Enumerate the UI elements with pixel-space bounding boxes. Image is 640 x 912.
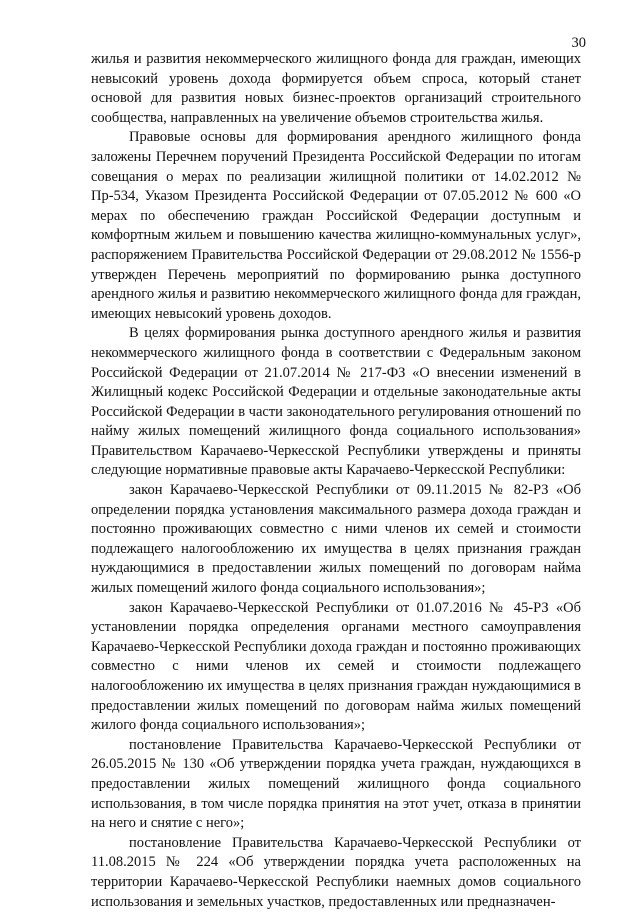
paragraph-continuation: жилья и развития некоммерческого жилищного фонда для граждан, имеющих невысокий уровень дохода формируется объем спроса, который станет основой для развития новых бизнес-проектов организаций строительного сообщества, направленных на увеличение объемов строительства жилья. bbox=[91, 51, 581, 126]
page-number: 30 bbox=[571, 35, 586, 51]
list-item-resolution-224: постановление Правительства Карачаево-Черкесской Республики от 11.08.2015 № 224 «Об утверждении порядка учета расположенных на территории Карачаево-Черкесской Республики наемных домов социального использования и земельных участков, предоставленных или предназначен- bbox=[91, 834, 581, 910]
document-body bbox=[91, 50, 581, 912]
paragraph-market-formation: В целях формирования рынка доступного арендного жилья и развития некоммерческого жилищного фонда в соответствии с Федеральным законом Российской Федерации от 21.07.2014 № 217-ФЗ «О внесении изменений в Жилищный кодекс Российской Федерации и отдельные законодательные акты Российской Федерации в части законодательного регулирования отношений по найму жилых помещений жилищного фонда социального использования» Правительством Карачаево-Черкесской Республики утверждены и приняты следующие нормативные правовые акты Карачаево-Черкесской Республики: bbox=[91, 325, 581, 479]
paragraph-legal-basis: Правовые основы для формирования арендного жилищного фонда заложены Перечнем поручений Президента Российской Федерации по итогам совещания о мерах по реализации жилищной политики от 14.02.2012 № Пр-534, Указом Президента Российской Федерации от 07.05.2012 № 600 «О мерах по обеспечению граждан Российской Федерации доступным и комфортным жильем и повышению качества жилищно-коммунальных услуг», распоряжением Правительства Российской Федерации от 29.08.2012 № 1556-р утвержден Перечень мероприятий по формированию рынка доступного арендного жилья и развитию некоммерческого жилищного фонда для граждан, имеющих невысокий уровень доходов. bbox=[91, 129, 581, 322]
list-item-law-45: закон Карачаево-Черкесской Республики от 01.07.2016 № 45-РЗ «Об установлении порядка определения органами местного самоуправления Карачаево-Черкесской Республики дохода граждан и постоянно проживающих совместно с ними членов их семей и стоимости подлежащего налогообложению их имущества в целях признания граждан нуждающимися в предоставлении жилых помещений по договорам найма жилых помещений жилого фонда социального использования»; bbox=[91, 599, 581, 734]
list-item-resolution-130: постановление Правительства Карачаево-Черкесской Республики от 26.05.2015 № 130 «Об утверждении порядка учета граждан, нуждающихся в предоставлении жилых помещений жилищного фонда социального использования, в том числе порядка принятия на этот учет, отказа в принятии на него и снятие с него»; bbox=[91, 736, 581, 832]
list-item-law-82: закон Карачаево-Черкесской Республики от 09.11.2015 № 82-РЗ «Об определении порядка установления максимального размера дохода граждан и постоянно проживающих совместно с ними членов их семей и стоимости подлежащего налогообложению их имущества в целях признания граждан нуждающимися в предоставлении жилых помещений по договорам найма жилых помещений жилого фонда социального использования»; bbox=[91, 482, 581, 597]
